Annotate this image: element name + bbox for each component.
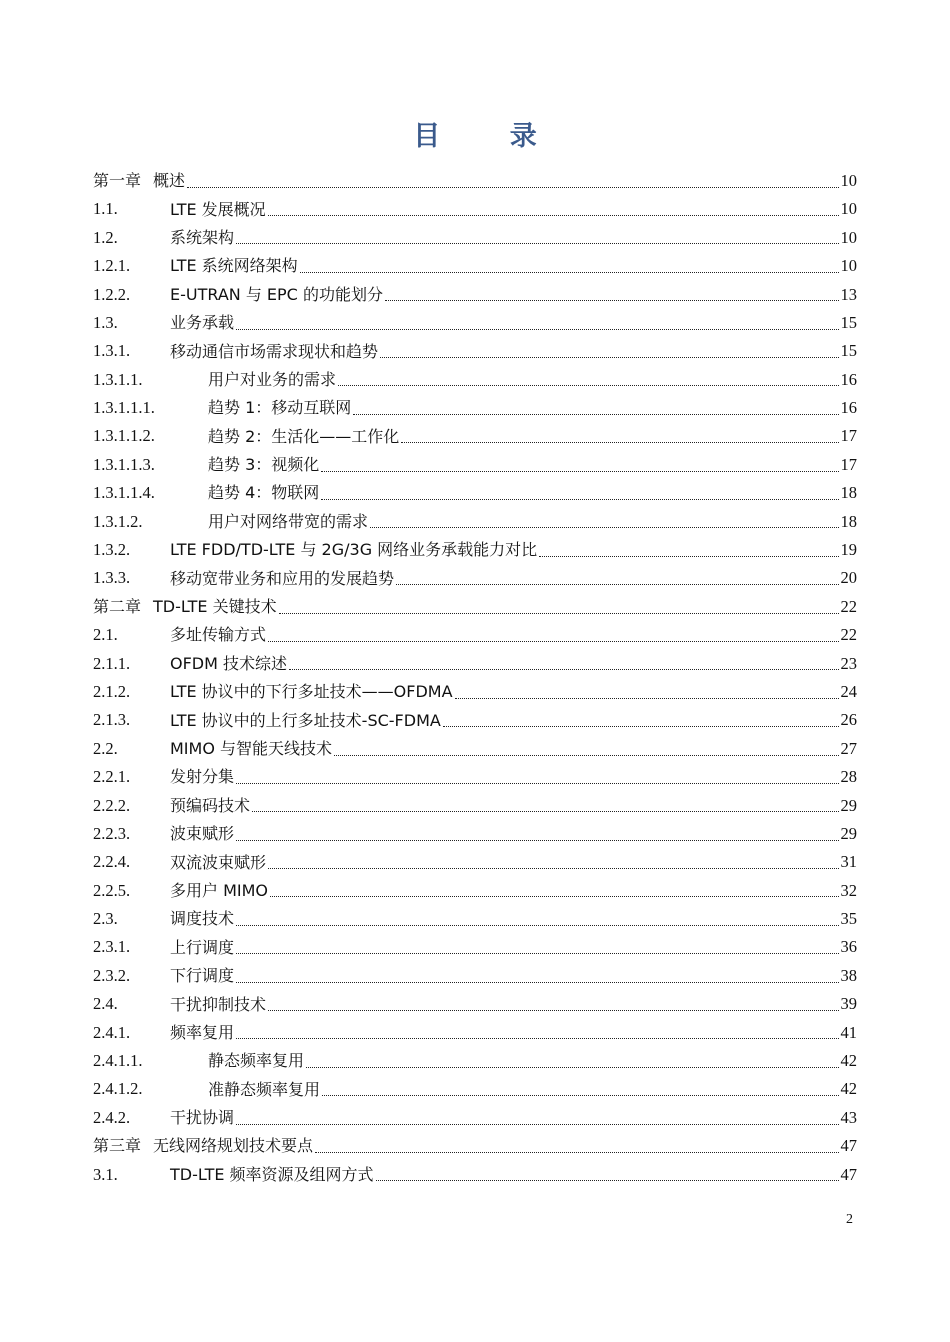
toc-dot-leader	[270, 896, 838, 897]
toc-dot-leader	[279, 613, 839, 614]
toc-entry-page: 15	[840, 312, 857, 332]
toc-dot-leader	[252, 811, 838, 812]
toc-entry-title: TD-LTE 关键技术	[153, 597, 277, 617]
toc-entry[interactable]	[93, 1104, 857, 1132]
toc-entry[interactable]	[93, 905, 857, 933]
toc-entry[interactable]	[93, 536, 857, 564]
toc-entry-number: 2.1.3.	[93, 710, 131, 730]
toc-entry-number: 1.3.1.1.4.	[93, 483, 155, 503]
toc-entry-title: MIMO 与智能天线技术	[170, 739, 333, 758]
toc-entry-number: 2.1.2.	[93, 681, 131, 701]
toc-dot-leader	[321, 499, 838, 500]
toc-dot-leader	[268, 641, 838, 642]
toc-dot-leader	[236, 840, 838, 841]
toc-entry-page: 42	[840, 1051, 857, 1071]
toc-dot-leader	[380, 357, 838, 358]
toc-heading: 目 录	[413, 121, 567, 152]
toc-entry-page: 20	[840, 568, 857, 588]
toc-entry-page: 10	[840, 170, 857, 190]
toc-entry-page: 23	[840, 653, 857, 673]
toc-entry-page: 10	[840, 199, 857, 219]
toc-entry-title: LTE 协议中的下行多址技术——OFDMA	[170, 682, 453, 702]
toc-entry-number: 2.2.2.	[93, 795, 131, 815]
toc-entry-title: 多用户 MIMO	[170, 880, 269, 900]
toc-entry-page: 17	[840, 454, 857, 474]
toc-entry-number: 1.3.	[93, 312, 118, 332]
toc-entry-title: 准静态频率复用	[208, 1079, 321, 1099]
toc-dot-leader	[376, 1180, 839, 1181]
toc-dot-leader	[443, 726, 839, 727]
toc-dot-leader	[236, 329, 838, 330]
toc-entry-number: 2.3.1.	[93, 937, 131, 957]
toc-dot-leader	[236, 953, 838, 954]
toc-entry[interactable]	[93, 1132, 857, 1160]
toc-entry[interactable]	[93, 337, 857, 365]
toc-entry[interactable]	[93, 678, 857, 706]
toc-entry-page: 39	[840, 994, 857, 1014]
toc-entry[interactable]	[93, 621, 857, 649]
toc-entry-number: 2.4.	[93, 994, 118, 1014]
toc-dot-leader	[187, 187, 838, 188]
toc-entry[interactable]	[93, 224, 857, 252]
toc-entry-page: 29	[840, 823, 857, 843]
toc-dot-leader	[401, 442, 838, 443]
toc-entry[interactable]	[93, 962, 857, 990]
toc-entry-number: 1.2.1.	[93, 256, 131, 276]
toc-entry-page: 24	[840, 681, 857, 701]
toc-entry-title: 移动宽带业务和应用的发展趋势	[170, 568, 395, 588]
toc-dot-leader	[236, 1124, 838, 1125]
toc-entry-page: 28	[840, 767, 857, 787]
toc-entry-title: LTE 协议中的上行多址技术-SC-FDMA	[170, 710, 441, 730]
toc-entry-page: 16	[840, 398, 857, 418]
toc-entry-page: 18	[840, 483, 857, 503]
toc-entry-page: 47	[840, 1164, 857, 1184]
toc-dot-leader	[306, 1067, 838, 1068]
toc-entry-number: 1.2.2.	[93, 284, 131, 304]
toc-entry-page: 42	[840, 1079, 857, 1099]
toc-entry-page: 47	[840, 1136, 857, 1156]
toc-entry[interactable]	[93, 167, 857, 195]
toc-entry-title: TD-LTE 频率资源及组网方式	[170, 1164, 374, 1184]
toc-entry-number: 1.3.1.1.1.	[93, 398, 155, 418]
toc-entry-number: 第三章	[93, 1136, 142, 1156]
toc-entry[interactable]	[93, 848, 857, 876]
toc-entry-number: 2.3.	[93, 909, 118, 929]
toc-entry-title: 概述	[153, 171, 186, 191]
toc-entry-page: 10	[840, 256, 857, 276]
toc-entry-title: 用户对业务的需求	[208, 369, 337, 389]
toc-entry[interactable]	[93, 479, 857, 507]
toc-dot-leader	[322, 1095, 838, 1096]
toc-entry-number: 2.4.2.	[93, 1107, 131, 1127]
toc-entry-number: 2.4.1.1.	[93, 1051, 143, 1071]
toc-dot-leader	[236, 982, 838, 983]
toc-entry-title: 趋势 1：移动互联网	[208, 398, 352, 418]
toc-entry-title: OFDM 技术综述	[170, 653, 288, 673]
toc-entry-title: 移动通信市场需求现状和趋势	[170, 341, 379, 361]
toc-dot-leader	[334, 755, 838, 756]
toc-entry-number: 3.1.	[93, 1164, 118, 1184]
toc-entry-number: 2.2.1.	[93, 767, 131, 787]
toc-dot-leader	[396, 584, 838, 585]
toc-entry-number: 1.2.	[93, 227, 118, 247]
toc-dot-leader	[268, 868, 838, 869]
toc-entry-page: 17	[840, 426, 857, 446]
toc-entry[interactable]	[93, 763, 857, 791]
toc-entry[interactable]	[93, 394, 857, 422]
toc-entry-number: 1.3.1.1.2.	[93, 426, 155, 446]
toc-entry-page: 26	[840, 710, 857, 730]
toc-entry-title: LTE FDD/TD-LTE 与 2G/3G 网络业务承载能力对比	[170, 540, 538, 560]
toc-entry-title: 发射分集	[170, 767, 235, 787]
toc-entry[interactable]	[93, 1161, 857, 1189]
toc-entry[interactable]	[93, 877, 857, 905]
toc-entry-title: 下行调度	[170, 966, 235, 986]
toc-entry-page: 29	[840, 795, 857, 815]
toc-entry[interactable]	[93, 593, 857, 621]
toc-entry-title: 系统架构	[170, 227, 235, 247]
toc-entry-title: 调度技术	[170, 909, 235, 929]
toc-dot-leader	[455, 698, 839, 699]
toc-entry-number: 2.2.3.	[93, 823, 131, 843]
toc-entry-page: 32	[840, 880, 857, 900]
toc-entry-title: 预编码技术	[170, 795, 251, 815]
toc-entry-page: 18	[840, 511, 857, 531]
toc-entry-page: 10	[840, 227, 857, 247]
toc-entry[interactable]	[93, 252, 857, 280]
toc-entry[interactable]	[93, 1019, 857, 1047]
toc-dot-leader	[300, 272, 839, 273]
toc-entry[interactable]	[93, 309, 857, 337]
toc-entry-number: 1.3.1.1.3.	[93, 454, 155, 474]
toc-entry-number: 2.2.4.	[93, 852, 131, 872]
toc-dot-leader	[268, 215, 839, 216]
toc-entry-number: 1.3.1.2.	[93, 511, 143, 531]
toc-entry-page: 43	[840, 1107, 857, 1127]
toc-entry[interactable]	[93, 934, 857, 962]
toc-entry-title: 干扰协调	[170, 1108, 235, 1128]
toc-entry-page: 27	[840, 738, 857, 758]
toc-entry[interactable]	[93, 451, 857, 479]
toc-entry-title: 干扰抑制技术	[170, 994, 267, 1014]
toc-entry-title: 频率复用	[170, 1022, 235, 1042]
toc-entry-title: LTE 系统网络架构	[170, 256, 298, 276]
toc-entry-title: E-UTRAN 与 EPC 的功能划分	[170, 284, 383, 304]
toc-dot-leader	[236, 243, 838, 244]
toc-entry[interactable]	[93, 650, 857, 678]
toc-entry-title: 无线网络规划技术要点	[153, 1136, 314, 1156]
toc-dot-leader	[353, 414, 838, 415]
toc-entry-title: 用户对网络带宽的需求	[208, 511, 369, 531]
toc-entry-title: 上行调度	[170, 937, 235, 957]
toc-entry-number: 2.4.1.2.	[93, 1079, 143, 1099]
toc-entry[interactable]	[93, 508, 857, 536]
toc-entry-number: 第一章	[93, 171, 142, 191]
toc-entry-number: 第二章	[93, 597, 142, 617]
toc-entry-number: 2.1.1.	[93, 653, 131, 673]
page-number: 2	[846, 1212, 853, 1227]
toc-dot-leader	[321, 471, 838, 472]
toc-entry-page: 36	[840, 937, 857, 957]
toc-entry-number: 2.2.	[93, 738, 118, 758]
toc-entry-number: 2.2.5.	[93, 880, 131, 900]
toc-entry-page: 41	[840, 1022, 857, 1042]
toc-entry-title: 多址传输方式	[170, 625, 267, 645]
toc-entry-number: 1.3.3.	[93, 568, 131, 588]
toc-entry-title: 趋势 2：生活化——工作化	[208, 426, 400, 446]
toc-entry-page: 16	[840, 369, 857, 389]
toc-entry-number: 1.1.	[93, 199, 118, 219]
toc-dot-leader	[370, 527, 838, 528]
toc-dot-leader	[289, 669, 838, 670]
toc-entry-page: 15	[840, 341, 857, 361]
toc-dot-leader	[539, 556, 838, 557]
toc-entry[interactable]	[93, 423, 857, 451]
toc-entry[interactable]	[93, 820, 857, 848]
toc-entry[interactable]	[93, 564, 857, 592]
toc-entry-title: 趋势 3：视频化	[208, 455, 320, 475]
toc-entry-number: 1.3.2.	[93, 540, 131, 560]
toc-entry-title: 双流波束赋形	[170, 852, 267, 872]
toc-entry-title: 业务承载	[170, 313, 235, 333]
toc-entry-number: 1.3.1.	[93, 341, 131, 361]
toc-entry[interactable]	[93, 1047, 857, 1075]
toc-entry[interactable]	[93, 195, 857, 223]
toc-entry-number: 2.4.1.	[93, 1022, 131, 1042]
toc-entry-page: 35	[840, 909, 857, 929]
toc-dot-leader	[236, 783, 838, 784]
toc-entry-number: 2.1.	[93, 625, 118, 645]
toc-entry-number: 1.3.1.1.	[93, 369, 143, 389]
toc-dot-leader	[236, 925, 838, 926]
toc-dot-leader	[236, 1038, 838, 1039]
toc-dot-leader	[385, 300, 839, 301]
toc-entry-page: 38	[840, 965, 857, 985]
toc-entry[interactable]	[93, 366, 857, 394]
toc-dot-leader	[315, 1152, 838, 1153]
toc-entry[interactable]	[93, 735, 857, 763]
toc-entry-page: 22	[840, 625, 857, 645]
toc-entry-page: 22	[840, 596, 857, 616]
toc-entry[interactable]	[93, 281, 857, 309]
toc-entry-title: 静态频率复用	[208, 1051, 305, 1071]
toc-entry-title: 波束赋形	[170, 824, 235, 844]
toc-entry[interactable]	[93, 792, 857, 820]
toc-dot-leader	[338, 385, 838, 386]
toc-entry-page: 31	[840, 852, 857, 872]
toc-entry[interactable]	[93, 1076, 857, 1104]
toc-dot-leader	[268, 1010, 838, 1011]
toc-entry[interactable]	[93, 706, 857, 734]
toc-entry-page: 13	[840, 284, 857, 304]
toc-entry-title: 趋势 4：物联网	[208, 483, 320, 503]
toc-entry-number: 2.3.2.	[93, 965, 131, 985]
toc-entry-title: LTE 发展概况	[170, 199, 266, 219]
toc-list	[93, 167, 857, 1189]
toc-entry[interactable]	[93, 990, 857, 1018]
toc-entry-page: 19	[840, 540, 857, 560]
